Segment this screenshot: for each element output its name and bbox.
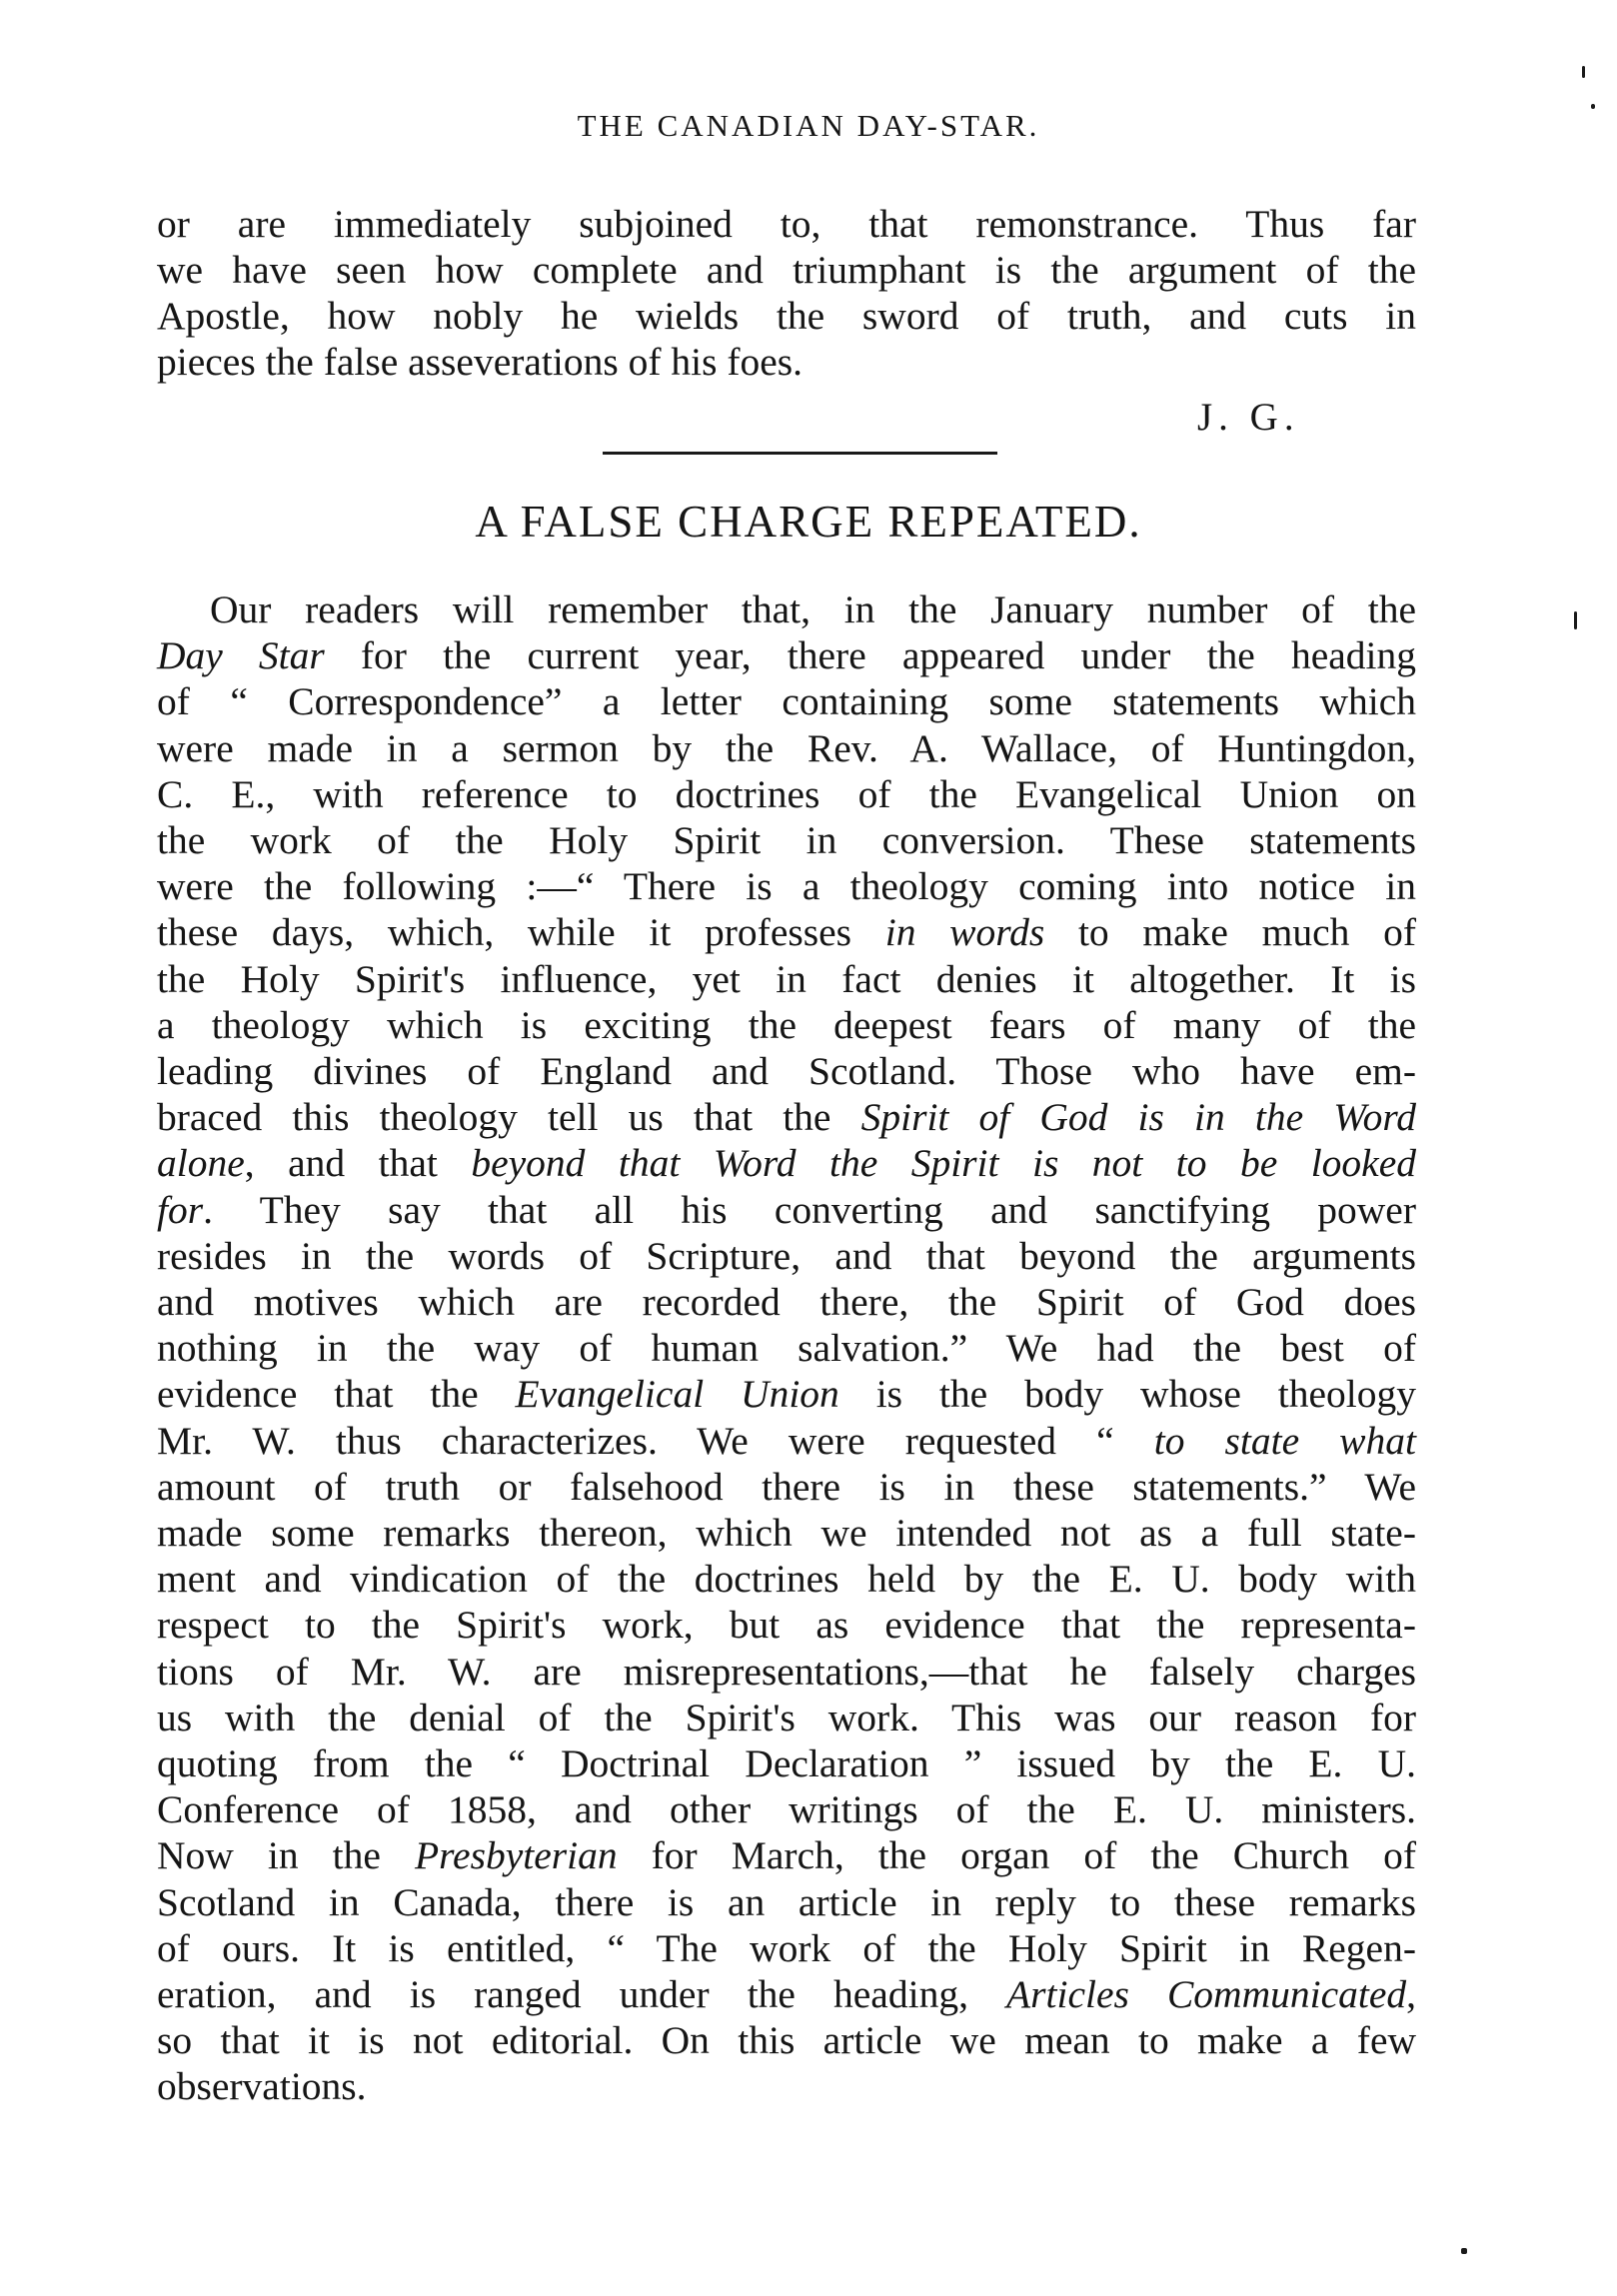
running-head: THE CANADIAN DAY-STAR.	[577, 108, 1040, 143]
text-line: ment and vindication of the doctrines held by the E. U. body with	[157, 1557, 1416, 1601]
text-line: Our readers will remember that, in the January number of the	[210, 587, 1416, 631]
italic-phrase: alone	[157, 1141, 245, 1185]
text-line: and motives which are recorded there, the Spirit of God does	[157, 1280, 1416, 1324]
text-line: of “ Correspondence” a letter containing some statements which	[157, 679, 1416, 723]
margin-speck	[1582, 66, 1585, 78]
text-line: alone, and that beyond that Word the Spirit is not to be looked	[157, 1141, 1416, 1185]
text-line: quoting from the “ Doctrinal Declaration ” issued by the E. U.	[157, 1741, 1416, 1785]
text-line: we have seen how complete and triumphant is the argument of the	[157, 248, 1416, 292]
text-line: the Holy Spirit's influence, yet in fact denies it altogether. It is	[157, 957, 1416, 1001]
italic-phrase: in words	[884, 910, 1045, 954]
text-line: eration, and is ranged under the heading, Articles Communicated,	[157, 1972, 1416, 2016]
margin-speck	[1591, 104, 1595, 109]
text-line: or are immediately subjoined to, that remonstrance. Thus far	[157, 202, 1416, 246]
article-title: A FALSE CHARGE REPEATED.	[475, 497, 1142, 547]
text-line: a theology which is exciting the deepest fears of many of the	[157, 1003, 1416, 1047]
text-line: were made in a sermon by the Rev. A. Wallace, of Huntingdon,	[157, 726, 1416, 770]
text-line: Conference of 1858, and other writings of the E. U. ministers.	[157, 1787, 1416, 1831]
text-line: amount of truth or falsehood there is in these statements.” We	[157, 1465, 1416, 1509]
text-line: Now in the Presbyterian for March, the organ of the Church of	[157, 1833, 1416, 1877]
text-line: Mr. W. thus characterizes. We were requested “ to state what	[157, 1419, 1417, 1463]
author-signature: J. G.	[1197, 396, 1300, 439]
text-line: for. They say that all his converting and sanctifying power	[157, 1188, 1416, 1232]
text-line: so that it is not editorial. On this article we mean to make a few	[157, 2018, 1416, 2062]
italic-phrase: Evangelical Union	[515, 1372, 839, 1416]
text-line: the work of the Holy Spirit in conversion. These statements	[157, 818, 1416, 862]
italic-phrase: Presbyterian	[415, 1833, 618, 1877]
text-line: Day Star for the current year, there appeared under the heading	[157, 633, 1416, 677]
text-line: Scotland in Canada, there is an article in reply to these remarks	[157, 1880, 1416, 1924]
italic-phrase: Articles Communicated	[1006, 1972, 1407, 2016]
text-line: nothing in the way of human salvation.” We had the best of	[157, 1326, 1416, 1370]
text-line: made some remarks thereon, which we intended not as a full state-	[157, 1511, 1416, 1555]
text-line: leading divines of England and Scotland. Those who have em-	[157, 1049, 1416, 1093]
italic-phrase: for	[157, 1188, 204, 1232]
text-line: resides in the words of Scripture, and that beyond the arguments	[157, 1234, 1416, 1278]
italic-phrase: Spirit of God is in the Word	[860, 1095, 1416, 1139]
text-line: of ours. It is entitled, “ The work of the Holy Spirit in Regen-	[157, 1926, 1416, 1970]
text-line: C. E., with reference to doctrines of the Evangelical Union on	[157, 772, 1416, 816]
text-line: were the following :—“ There is a theology coming into notice in	[157, 864, 1416, 908]
italic-phrase: to state what	[1153, 1419, 1417, 1463]
text-line: pieces the false asseverations of his foes.	[157, 340, 804, 384]
section-divider	[603, 452, 997, 455]
text-line: these days, which, while it professes in words to make much of	[157, 910, 1416, 954]
text-line: evidence that the Evangelical Union is the body whose theology	[157, 1372, 1417, 1416]
text-line: observations.	[157, 2064, 367, 2108]
italic-phrase: beyond that Word the Spirit is not to be looked	[471, 1141, 1416, 1185]
italic-phrase: Day Star	[157, 633, 325, 677]
text-line: braced this theology tell us that the Spirit of God is in the Word	[157, 1095, 1416, 1139]
margin-speck	[1461, 2248, 1467, 2254]
text-line: respect to the Spirit's work, but as evidence that the representa-	[157, 1603, 1416, 1647]
margin-speck	[1574, 611, 1577, 629]
text-line: us with the denial of the Spirit's work. This was our reason for	[157, 1696, 1416, 1739]
text-line: tions of Mr. W. are misrepresentations,—that he falsely charges	[157, 1650, 1416, 1694]
text-line: Apostle, how nobly he wields the sword of truth, and cuts in	[157, 294, 1416, 338]
